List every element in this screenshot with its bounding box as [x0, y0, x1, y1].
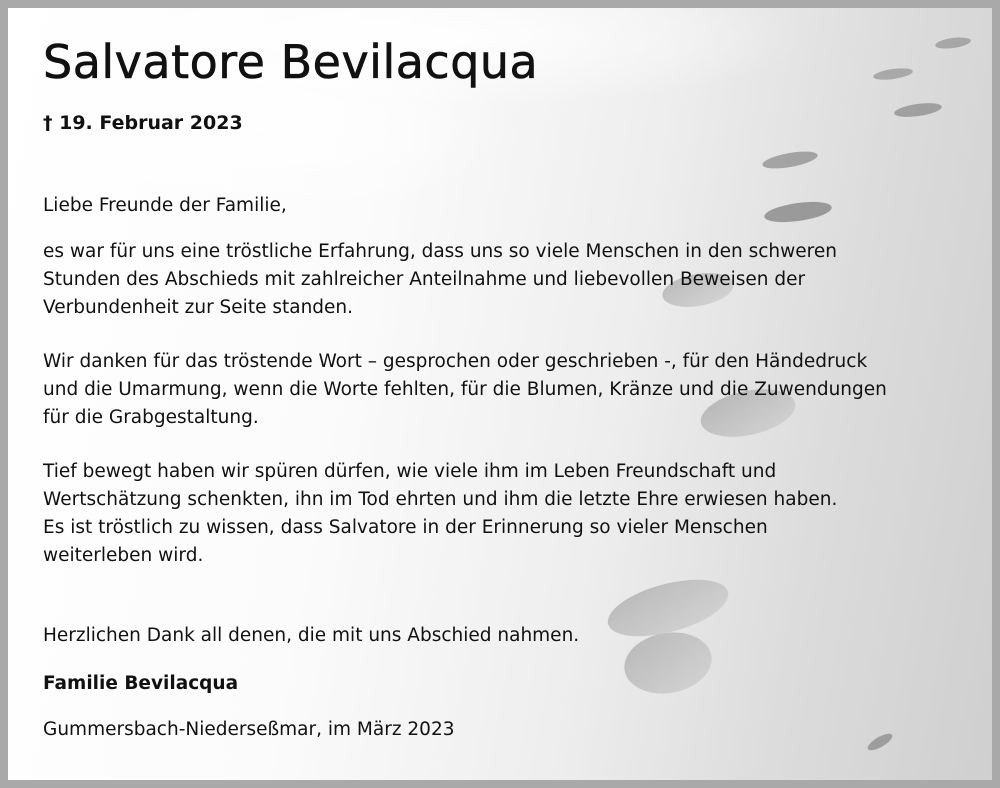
text-line: es war für uns eine tröstliche Erfahrung, dass uns so viele Menschen in den schweren	[43, 241, 837, 262]
paragraph-gratitude	[43, 238, 973, 322]
paragraph-thanks	[43, 348, 973, 432]
obituary-text	[43, 30, 973, 744]
text-line: weiterleben wird.	[43, 545, 204, 566]
deceased-name: Salvatore Bevilacqua	[43, 35, 539, 89]
place-and-date: Gummersbach-Niederseßmar, im März 2023	[43, 719, 455, 740]
text-line: Verbundenheit zur Seite standen.	[43, 297, 354, 318]
death-date: † 19. Februar 2023	[43, 112, 243, 134]
closing-thanks: Herzlichen Dank all denen, die mit uns Abschied nahmen.	[43, 625, 580, 646]
family-signature: Familie Bevilacqua	[43, 673, 239, 694]
text-line: Wir danken für das tröstende Wort – gesprochen oder geschrieben -, für den Händedruck	[43, 351, 868, 372]
text-line: Es ist tröstlich zu wissen, dass Salvatore in der Erinnerung so vieler Menschen	[43, 517, 768, 538]
text-line: Tief bewegt haben wir spüren dürfen, wie viele ihm im Leben Freundschaft und	[43, 461, 777, 482]
salutation: Liebe Freunde der Familie,	[43, 195, 287, 216]
text-line: Wertschätzung schenkten, ihn im Tod ehrten und ihm die letzte Ehre erwiesen haben.	[43, 489, 838, 510]
text-line: und die Umarmung, wenn die Worte fehlten, für die Blumen, Kränze und die Zuwendungen	[43, 379, 887, 400]
text-line: Stunden des Abschieds mit zahlreicher Anteilnahme und liebevollen Beweisen der	[43, 269, 806, 290]
paragraph-remembrance	[43, 458, 973, 570]
text-line: für die Grabgestaltung.	[43, 407, 259, 428]
